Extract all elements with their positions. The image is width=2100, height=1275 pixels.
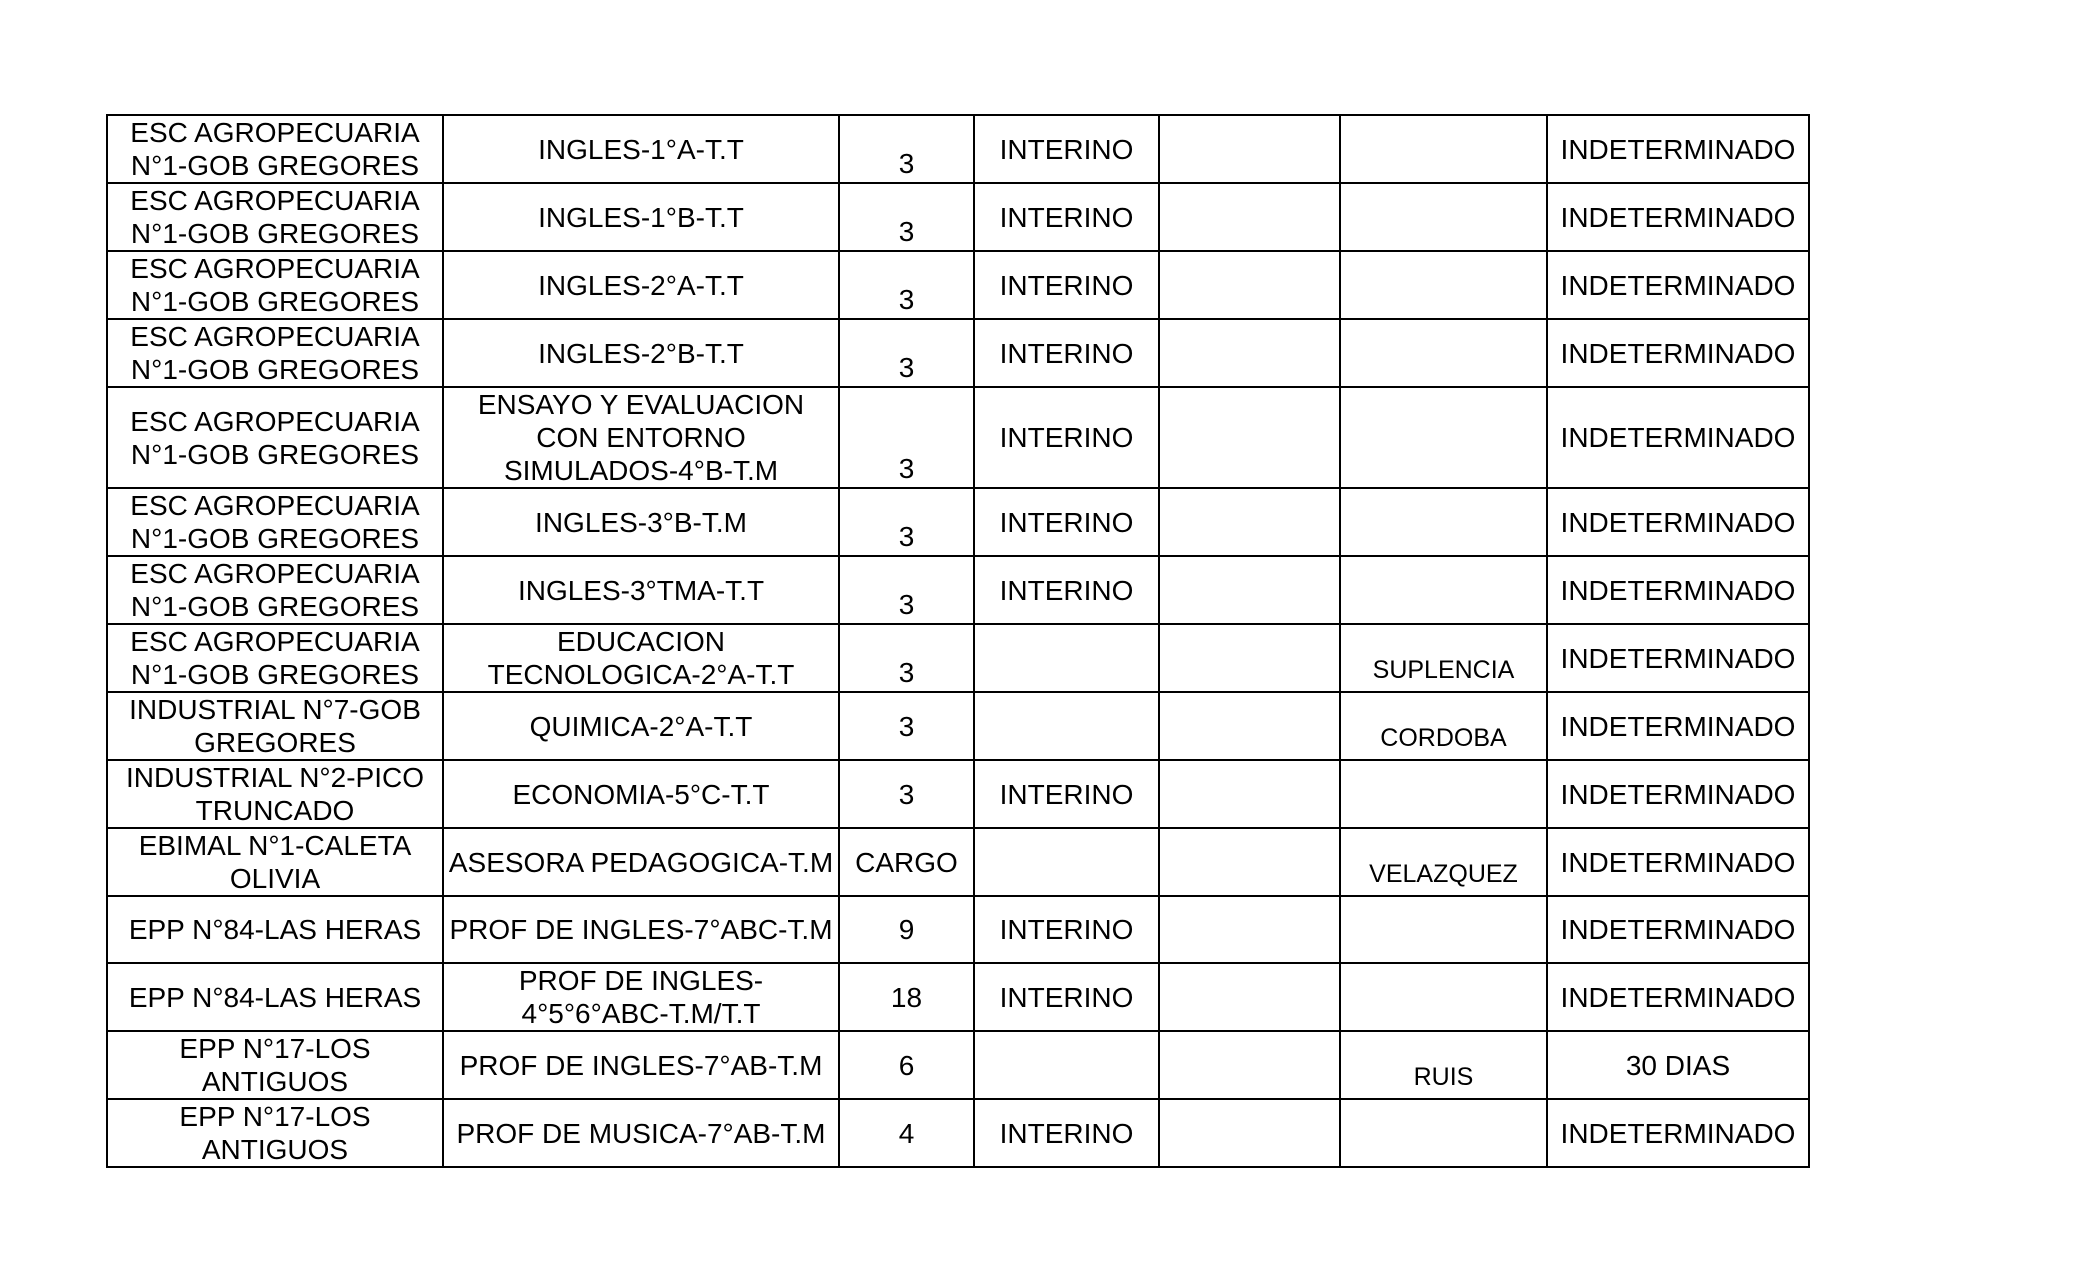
school-cell: EBIMAL N°1-CALETA OLIVIA: [107, 828, 443, 896]
table-row: [107, 115, 1809, 183]
subject-cell: ASESORA PEDAGOGICA-T.M: [443, 828, 839, 896]
status-cell: INTERINO: [974, 556, 1159, 624]
status-cell: INTERINO: [974, 760, 1159, 828]
empty-cell: [1159, 387, 1340, 488]
hours-cell: 3: [839, 556, 974, 624]
hours-cell: 4: [839, 1099, 974, 1167]
empty-cell: [1159, 251, 1340, 319]
status-cell: INTERINO: [974, 1099, 1159, 1167]
school-cell: ESC AGROPECUARIA N°1-GOB GREGORES: [107, 115, 443, 183]
table-row: [107, 319, 1809, 387]
school-cell: ESC AGROPECUARIA N°1-GOB GREGORES: [107, 319, 443, 387]
table-row: [107, 692, 1809, 760]
status-cell: INTERINO: [974, 488, 1159, 556]
name-cell: [1340, 183, 1547, 251]
duration-cell: INDETERMINADO: [1547, 115, 1809, 183]
hours-cell: 3: [839, 251, 974, 319]
table-row: [107, 251, 1809, 319]
name-cell: [1340, 556, 1547, 624]
name-cell: VELAZQUEZ: [1340, 828, 1547, 896]
subject-cell: PROF DE INGLES-4°5°6°ABC-T.M/T.T: [443, 963, 839, 1031]
school-cell: EPP N°84-LAS HERAS: [107, 896, 443, 963]
table-row: [107, 387, 1809, 488]
school-cell: EPP N°17-LOS ANTIGUOS: [107, 1031, 443, 1099]
hours-cell: 3: [839, 183, 974, 251]
school-cell: ESC AGROPECUARIA N°1-GOB GREGORES: [107, 251, 443, 319]
school-cell: EPP N°84-LAS HERAS: [107, 963, 443, 1031]
name-cell: [1340, 488, 1547, 556]
hours-cell: CARGO: [839, 828, 974, 896]
hours-cell: 3: [839, 319, 974, 387]
status-cell: INTERINO: [974, 251, 1159, 319]
duration-cell: INDETERMINADO: [1547, 387, 1809, 488]
table-row: [107, 828, 1809, 896]
empty-cell: [1159, 1099, 1340, 1167]
name-cell: [1340, 1099, 1547, 1167]
empty-cell: [1159, 624, 1340, 692]
table-row: [107, 1031, 1809, 1099]
name-cell: [1340, 387, 1547, 488]
empty-cell: [1159, 760, 1340, 828]
subject-cell: PROF DE INGLES-7°AB-T.M: [443, 1031, 839, 1099]
hours-cell: 3: [839, 692, 974, 760]
school-cell: INDUSTRIAL N°2-PICO TRUNCADO: [107, 760, 443, 828]
subject-cell: INGLES-3°TMA-T.T: [443, 556, 839, 624]
duration-cell: INDETERMINADO: [1547, 963, 1809, 1031]
status-cell: INTERINO: [974, 183, 1159, 251]
name-cell: SUPLENCIA: [1340, 624, 1547, 692]
empty-cell: [1159, 828, 1340, 896]
name-cell: [1340, 760, 1547, 828]
empty-cell: [1159, 896, 1340, 963]
table-row: [107, 1099, 1809, 1167]
duration-cell: INDETERMINADO: [1547, 183, 1809, 251]
hours-cell: 3: [839, 624, 974, 692]
duration-cell: INDETERMINADO: [1547, 828, 1809, 896]
name-cell: RUIS: [1340, 1031, 1547, 1099]
table-row: [107, 963, 1809, 1031]
school-cell: ESC AGROPECUARIA N°1-GOB GREGORES: [107, 556, 443, 624]
hours-cell: 18: [839, 963, 974, 1031]
duration-cell: INDETERMINADO: [1547, 624, 1809, 692]
table-row: [107, 183, 1809, 251]
school-cell: INDUSTRIAL N°7-GOB GREGORES: [107, 692, 443, 760]
subject-cell: INGLES-1°A-T.T: [443, 115, 839, 183]
hours-cell: 3: [839, 760, 974, 828]
duration-cell: INDETERMINADO: [1547, 760, 1809, 828]
school-cell: ESC AGROPECUARIA N°1-GOB GREGORES: [107, 183, 443, 251]
subject-cell: INGLES-2°A-T.T: [443, 251, 839, 319]
empty-cell: [1159, 692, 1340, 760]
name-cell: [1340, 319, 1547, 387]
subject-cell: QUIMICA-2°A-T.T: [443, 692, 839, 760]
subject-cell: INGLES-3°B-T.M: [443, 488, 839, 556]
empty-cell: [1159, 556, 1340, 624]
subject-cell: INGLES-1°B-T.T: [443, 183, 839, 251]
duration-cell: INDETERMINADO: [1547, 896, 1809, 963]
duration-cell: INDETERMINADO: [1547, 319, 1809, 387]
status-cell: INTERINO: [974, 896, 1159, 963]
table-row: [107, 556, 1809, 624]
subject-cell: PROF DE MUSICA-7°AB-T.M: [443, 1099, 839, 1167]
hours-cell: 3: [839, 488, 974, 556]
status-cell: [974, 692, 1159, 760]
name-cell: [1340, 896, 1547, 963]
table-row: [107, 896, 1809, 963]
subject-cell: EDUCACION TECNOLOGICA-2°A-T.T: [443, 624, 839, 692]
name-cell: [1340, 251, 1547, 319]
name-cell: CORDOBA: [1340, 692, 1547, 760]
name-cell: [1340, 115, 1547, 183]
school-cell: EPP N°17-LOS ANTIGUOS: [107, 1099, 443, 1167]
status-cell: [974, 624, 1159, 692]
empty-cell: [1159, 319, 1340, 387]
subject-cell: ECONOMIA-5°C-T.T: [443, 760, 839, 828]
table-row: [107, 488, 1809, 556]
duration-cell: INDETERMINADO: [1547, 692, 1809, 760]
table-row: [107, 760, 1809, 828]
empty-cell: [1159, 183, 1340, 251]
name-cell: [1340, 963, 1547, 1031]
school-cell: ESC AGROPECUARIA N°1-GOB GREGORES: [107, 387, 443, 488]
hours-cell: 9: [839, 896, 974, 963]
hours-cell: 3: [839, 387, 974, 488]
status-cell: INTERINO: [974, 115, 1159, 183]
subject-cell: PROF DE INGLES-7°ABC-T.M: [443, 896, 839, 963]
duration-cell: 30 DIAS: [1547, 1031, 1809, 1099]
duration-cell: INDETERMINADO: [1547, 488, 1809, 556]
status-cell: INTERINO: [974, 387, 1159, 488]
table-row: [107, 624, 1809, 692]
duration-cell: INDETERMINADO: [1547, 1099, 1809, 1167]
school-cell: ESC AGROPECUARIA N°1-GOB GREGORES: [107, 624, 443, 692]
hours-cell: 3: [839, 115, 974, 183]
status-cell: INTERINO: [974, 319, 1159, 387]
status-cell: [974, 1031, 1159, 1099]
status-cell: [974, 828, 1159, 896]
duration-cell: INDETERMINADO: [1547, 556, 1809, 624]
empty-cell: [1159, 488, 1340, 556]
subject-cell: ENSAYO Y EVALUACION CON ENTORNO SIMULADOS-4°B-T.M: [443, 387, 839, 488]
hours-cell: 6: [839, 1031, 974, 1099]
status-cell: INTERINO: [974, 963, 1159, 1031]
duration-cell: INDETERMINADO: [1547, 251, 1809, 319]
subject-cell: INGLES-2°B-T.T: [443, 319, 839, 387]
empty-cell: [1159, 963, 1340, 1031]
school-cell: ESC AGROPECUARIA N°1-GOB GREGORES: [107, 488, 443, 556]
vacancy-table: [106, 114, 1810, 1168]
empty-cell: [1159, 1031, 1340, 1099]
empty-cell: [1159, 115, 1340, 183]
